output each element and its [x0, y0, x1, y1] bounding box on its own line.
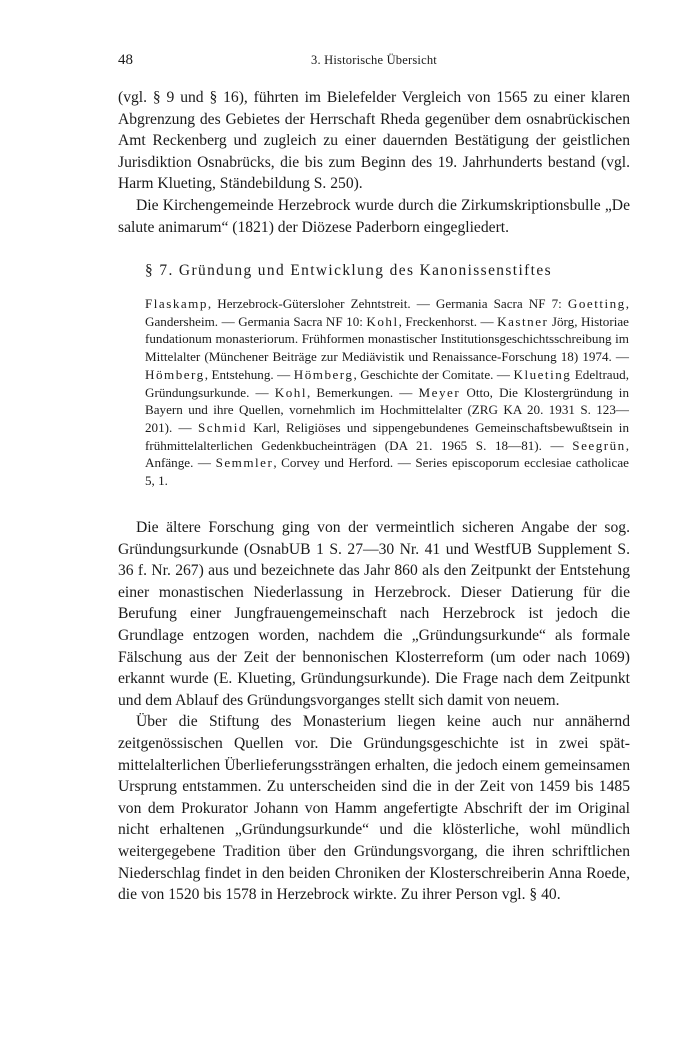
main-text	[118, 517, 630, 906]
page-header	[118, 52, 630, 72]
bib-text: , Anfänge. —	[145, 437, 629, 471]
bib-text: , Geschichte der Comitate. —	[353, 366, 514, 382]
page-number: 48	[118, 52, 133, 68]
bib-author: Kastner	[497, 313, 549, 329]
bib-author: Kohl	[366, 313, 399, 329]
intro-text	[118, 87, 630, 238]
intro-paragraph: (vgl. § 9 und § 16), führten im Bielefelder Vergleich von 1565 zu einer klaren Abgrenzung des Gebietes der Herrschaft Rheda gegenüber dem osnabrückischen Amt Reckenberg und zugleich zu einer dauernden Bestätigung der geistlichen Jurisdiktion Osnabrücks, die bis zum Beginn des 19. Jahrhunderts bestand (vgl. Harm Klueting, Ständebildung S. 250).	[118, 89, 630, 193]
bib-author: Flaskamp	[145, 296, 208, 311]
bib-text: , Bemerkungen. —	[306, 384, 419, 400]
bib-text: , Freckenhorst. —	[398, 313, 498, 329]
bib-author: Schmid	[197, 419, 247, 435]
bib-text: Edeltraud, Gründungsurkunde. —	[145, 366, 629, 400]
bib-text: , Entstehung. —	[204, 366, 294, 382]
bib-author: Kohl	[274, 384, 307, 400]
bib-text: Otto, Die Klostergründung in Bayern und ihre Quellen, vornehmlich im Hochmittelalter (ZRG KA 20. 1931 S. 123—201). —	[145, 384, 629, 435]
bib-author: Hömberg	[145, 366, 205, 382]
bibliography	[145, 295, 629, 490]
bib-author: Meyer	[418, 384, 461, 400]
running-title: 3. Historische Übersicht	[311, 53, 437, 67]
bib-text: , Gandersheim. — Germania Sacra NF 10:	[145, 296, 629, 329]
intro-paragraph: Die Kirchengemeinde Herzebrock wurde durch die Zirkumskriptionsbulle „De salute animarum“ (1821) der Diözese Paderborn eingegliedert.	[118, 196, 630, 236]
bib-author: Goetting	[567, 296, 626, 311]
bib-author: Hömberg	[293, 366, 354, 382]
bib-author: Klueting	[513, 366, 572, 382]
body-paragraph: Über die Stiftung des Monasterium liegen keine auch nur annähernd zeitgenössischen Quellen vor. Die Gründungsgeschichte ist in zwei spätmittelalterlichen Überlieferungssträngen erhalten, die jedoch einem gemeinsamen Ursprung entstammen. Zu unterscheiden sind die in der Zeit von 1459 bis 1485 von dem Prokurator Johann von Hamm angefertigte Abschrift der im Original nicht erhaltenen „Gründungsurkunde“ und die klösterliche, wohl mündlich weitergegebene Tradition über den Gründungsvorgang, die ihren schriftlichen Niederschlag findet in den beiden Chroniken der Klosterschreiberin Anna Roede, die von 1520 bis 1578 in Herzebrock wirkte. Zu ihrer Person vgl. § 40.	[118, 713, 630, 904]
body-paragraph: Die ältere Forschung ging von der vermeintlich sicheren Angabe der sog. Gründungsurkunde (OsnabUB 1 S. 27—30 Nr. 41 und WestfUB Supplement S. 36 f. Nr. 267) aus und bezeichnete das Jahr 860 als den Zeitpunkt der Entstehung einer monastischen Niederlassung in Herzebrock. Dieser Datierung für die Berufung einer Jungfrauengemeinschaft nach Herzebrock ist jedoch die Grundlage entzogen worden, nachdem die „Gründungsurkunde“ als formale Fälschung aus der Zeit der bennonischen Klosterreform (um oder nach 1069) erkannt wurde (E. Klueting, Gründungsurkunde). Die Frage nach dem Zeitpunkt und dem Ablauf des Gründungsvorganges stellt sich damit von neuem.	[118, 519, 630, 709]
bib-author: Semmler	[215, 455, 274, 471]
bib-text: , Herzebrock-Gütersloher Zehntstreit. — Germania Sacra NF 7:	[207, 296, 568, 311]
bib-text: Jörg, Historiae fundationum monasteriorum. Frühformen monastischer Institutionsgeschichtsschreibung im Mittelalter (Münchener Beiträge zur Mediävistik und Renaissance-Forschung 18) 1974. —	[145, 313, 629, 365]
bib-author: Seegrün	[572, 437, 626, 453]
bib-text: Karl, Religiöses und sippengebundenes Gemeinschaftsbewußtsein in frühmittelalterlichen Gedenkbucheinträgen (DA 21. 1965 S. 18—81). —	[145, 419, 629, 453]
bib-text: , Corvey und Herford. — Series episcoporum ecclesiae catholicae 5, 1.	[145, 455, 629, 489]
section-heading: § 7. Gründung und Entwicklung des Kanonissenstiftes	[145, 262, 552, 279]
